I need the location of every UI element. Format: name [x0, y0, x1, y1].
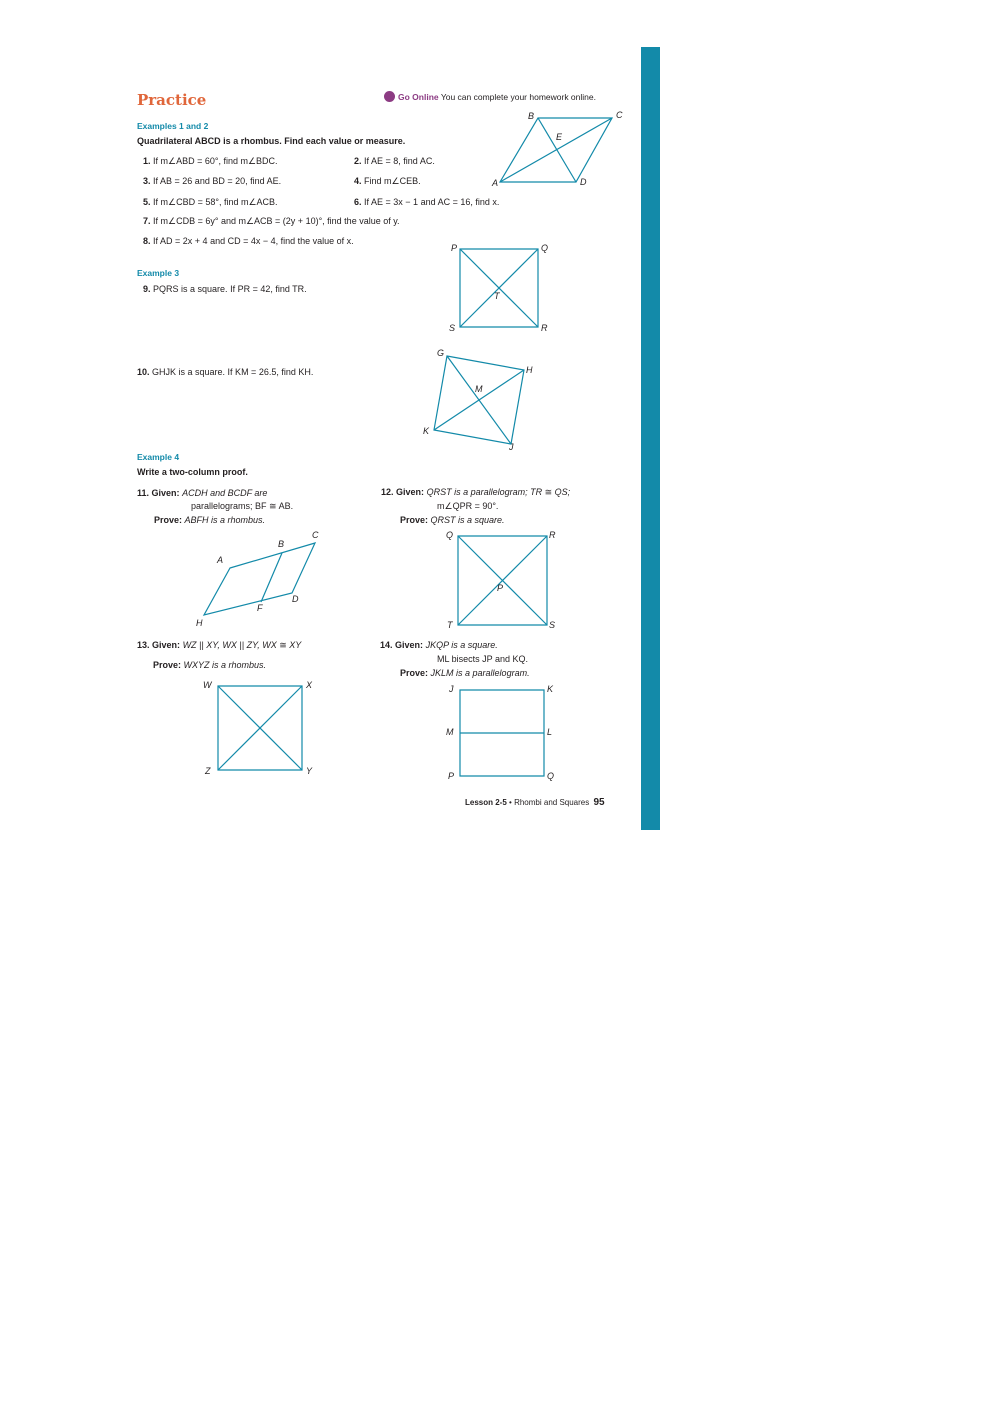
example-4-heading: Example 4: [137, 452, 180, 462]
figure-square-qrst: [452, 530, 552, 630]
vertex-label: Z: [205, 766, 211, 776]
problem-number: 10.: [137, 367, 150, 377]
problem-number: 8.: [143, 236, 151, 246]
vertex-label: H: [526, 365, 533, 375]
vertex-label: R: [549, 530, 556, 540]
section-title: Practice: [137, 91, 207, 109]
figure-square-pqrs: [455, 244, 545, 334]
problem-number: 9.: [143, 284, 151, 294]
given-label: Given:: [395, 640, 424, 650]
problem-text: GHJK is a square. If KM = 26.5, find KH.: [152, 367, 314, 377]
figure-rhombus-abcd: [490, 110, 620, 190]
problem-number: 13.: [137, 640, 150, 650]
problem-text: If AD = 2x + 4 and CD = 4x − 4, find the value of x.: [153, 236, 354, 246]
problem-6: [354, 197, 499, 207]
problem-number: 4.: [354, 176, 362, 186]
go-online-label: Go Online: [398, 92, 439, 102]
segment-bf: [261, 553, 282, 602]
problem-text: If m∠CDB = 6y° and m∠ACB = (2y + 10)°, find the value of y.: [153, 216, 400, 226]
problem-number: 12.: [381, 487, 394, 497]
vertex-label: S: [549, 620, 556, 630]
vertex-label: C: [312, 530, 319, 540]
problem-number: 14.: [380, 640, 393, 650]
figure-square-ghjk: [430, 350, 530, 450]
problem-5: [143, 197, 278, 208]
vertex-label: T: [447, 620, 453, 630]
vertex-label: J: [509, 442, 514, 452]
vertex-label: Q: [541, 243, 549, 253]
vertex-label: D: [292, 594, 299, 604]
given-text: JKQP is a square.: [425, 640, 498, 650]
vertex-label: L: [547, 727, 553, 737]
diagonal-bd: [538, 118, 576, 182]
problem-number: 2.: [354, 156, 362, 166]
prove-label: Prove:: [153, 660, 182, 670]
problem-2: [354, 156, 435, 166]
figure-square-jkqp: [455, 685, 553, 780]
problem-13-prove: [153, 660, 266, 670]
vertex-label: Y: [306, 766, 313, 776]
prove-label: Prove:: [400, 668, 429, 678]
problem-10: [137, 367, 313, 377]
given-label: Given:: [151, 488, 180, 498]
vertex-label: S: [449, 323, 456, 333]
go-online-note[interactable]: [384, 92, 596, 103]
example-3-heading: Example 3: [137, 268, 180, 278]
side-color-bar: [641, 47, 660, 830]
problem-13-given: [137, 640, 301, 651]
problem-12-given: [381, 487, 570, 498]
given-text: ACDH and BCDF are: [182, 488, 268, 498]
problem-number: 5.: [143, 197, 151, 207]
problem-1: [143, 156, 278, 167]
vertex-label: K: [547, 684, 554, 694]
given-text: WZ || XY, WX || ZY, WX ≅ XY: [182, 640, 302, 650]
prove-text: QRST is a square.: [430, 515, 505, 525]
prove-text: ABFH is a rhombus.: [184, 515, 266, 525]
problem-12-given-cont: m∠QPR = 90°.: [437, 501, 499, 511]
vertex-label: R: [541, 323, 548, 333]
problem-14-prove: [400, 668, 530, 678]
instruction-proof: Write a two-column proof.: [137, 467, 248, 477]
go-online-icon: [384, 91, 395, 102]
problem-8: [143, 236, 354, 246]
problem-text: If AB = 26 and BD = 20, find AE.: [153, 176, 282, 186]
vertex-label: B: [278, 539, 285, 549]
problem-11-given: [137, 488, 267, 498]
problem-text: If AE = 8, find AC.: [364, 156, 435, 166]
problem-text: If m∠ABD = 60°, find m∠BDC.: [153, 156, 278, 166]
vertex-label: A: [217, 555, 224, 565]
lesson-number: Lesson 2-5: [465, 798, 507, 807]
given-text: QRST is a parallelogram; TR ≅ QS;: [426, 487, 571, 497]
vertex-label: P: [497, 583, 504, 593]
problem-number: 3.: [143, 176, 151, 186]
figure-square-wxyz: [212, 680, 307, 775]
vertex-label: G: [437, 348, 445, 358]
vertex-label: C: [616, 110, 623, 120]
problem-text: If m∠CBD = 58°, find m∠ACB.: [153, 197, 278, 207]
problem-4: [354, 176, 421, 187]
given-label: Given:: [152, 640, 181, 650]
problem-number: 11.: [137, 488, 150, 498]
vertex-label: A: [492, 178, 499, 188]
problem-text: PQRS is a square. If PR = 42, find TR.: [153, 284, 307, 294]
examples-1-2-heading: Examples 1 and 2: [137, 121, 209, 131]
vertex-label: E: [556, 132, 563, 142]
vertex-label: K: [423, 426, 430, 436]
vertex-label: P: [451, 243, 458, 253]
problem-text: Find m∠CEB.: [364, 176, 421, 186]
vertex-label: Q: [446, 530, 454, 540]
problem-3: [143, 176, 281, 186]
problem-number: 1.: [143, 156, 151, 166]
prove-label: Prove:: [154, 515, 183, 525]
vertex-label: H: [196, 618, 203, 628]
vertex-label: J: [449, 684, 454, 694]
vertex-label: D: [580, 177, 587, 187]
problem-12-prove: [400, 515, 505, 525]
problem-7: [143, 216, 400, 227]
page-number: 95: [593, 797, 605, 808]
problem-number: 6.: [354, 197, 362, 207]
vertex-label: M: [446, 727, 454, 737]
instruction-rhombus: Quadrilateral ABCD is a rhombus. Find each value or measure.: [137, 136, 406, 146]
problem-11-given-cont: parallelograms; BF ≅ AB.: [191, 501, 294, 511]
lesson-topic: Rhombi and Squares: [514, 798, 590, 807]
prove-text: WXYZ is a rhombus.: [183, 660, 267, 670]
problem-text: If AE = 3x − 1 and AC = 16, find x.: [364, 197, 500, 207]
problem-11-prove: [154, 515, 265, 525]
problem-14-given: [380, 640, 498, 650]
diagonal-hk: [434, 370, 524, 430]
vertex-label: F: [257, 603, 263, 613]
go-online-text: You can complete your homework online.: [440, 92, 596, 102]
prove-text: JKLM is a parallelogram.: [430, 668, 530, 678]
vertex-label: Q: [547, 771, 555, 781]
vertex-label: T: [494, 291, 500, 301]
problem-9: [143, 284, 307, 294]
vertex-label: M: [475, 384, 483, 394]
problem-number: 7.: [143, 216, 151, 226]
vertex-label: B: [528, 111, 535, 121]
footer-separator: •: [509, 798, 512, 807]
vertex-label: W: [203, 680, 212, 690]
vertex-label: X: [306, 680, 313, 690]
given-label: Given:: [396, 487, 425, 497]
vertex-label: P: [448, 771, 455, 781]
problem-14-given-cont: ML bisects JP and KQ.: [437, 654, 529, 664]
diagonal-ac: [500, 118, 612, 182]
page-footer: [465, 797, 605, 808]
prove-label: Prove:: [400, 515, 429, 525]
